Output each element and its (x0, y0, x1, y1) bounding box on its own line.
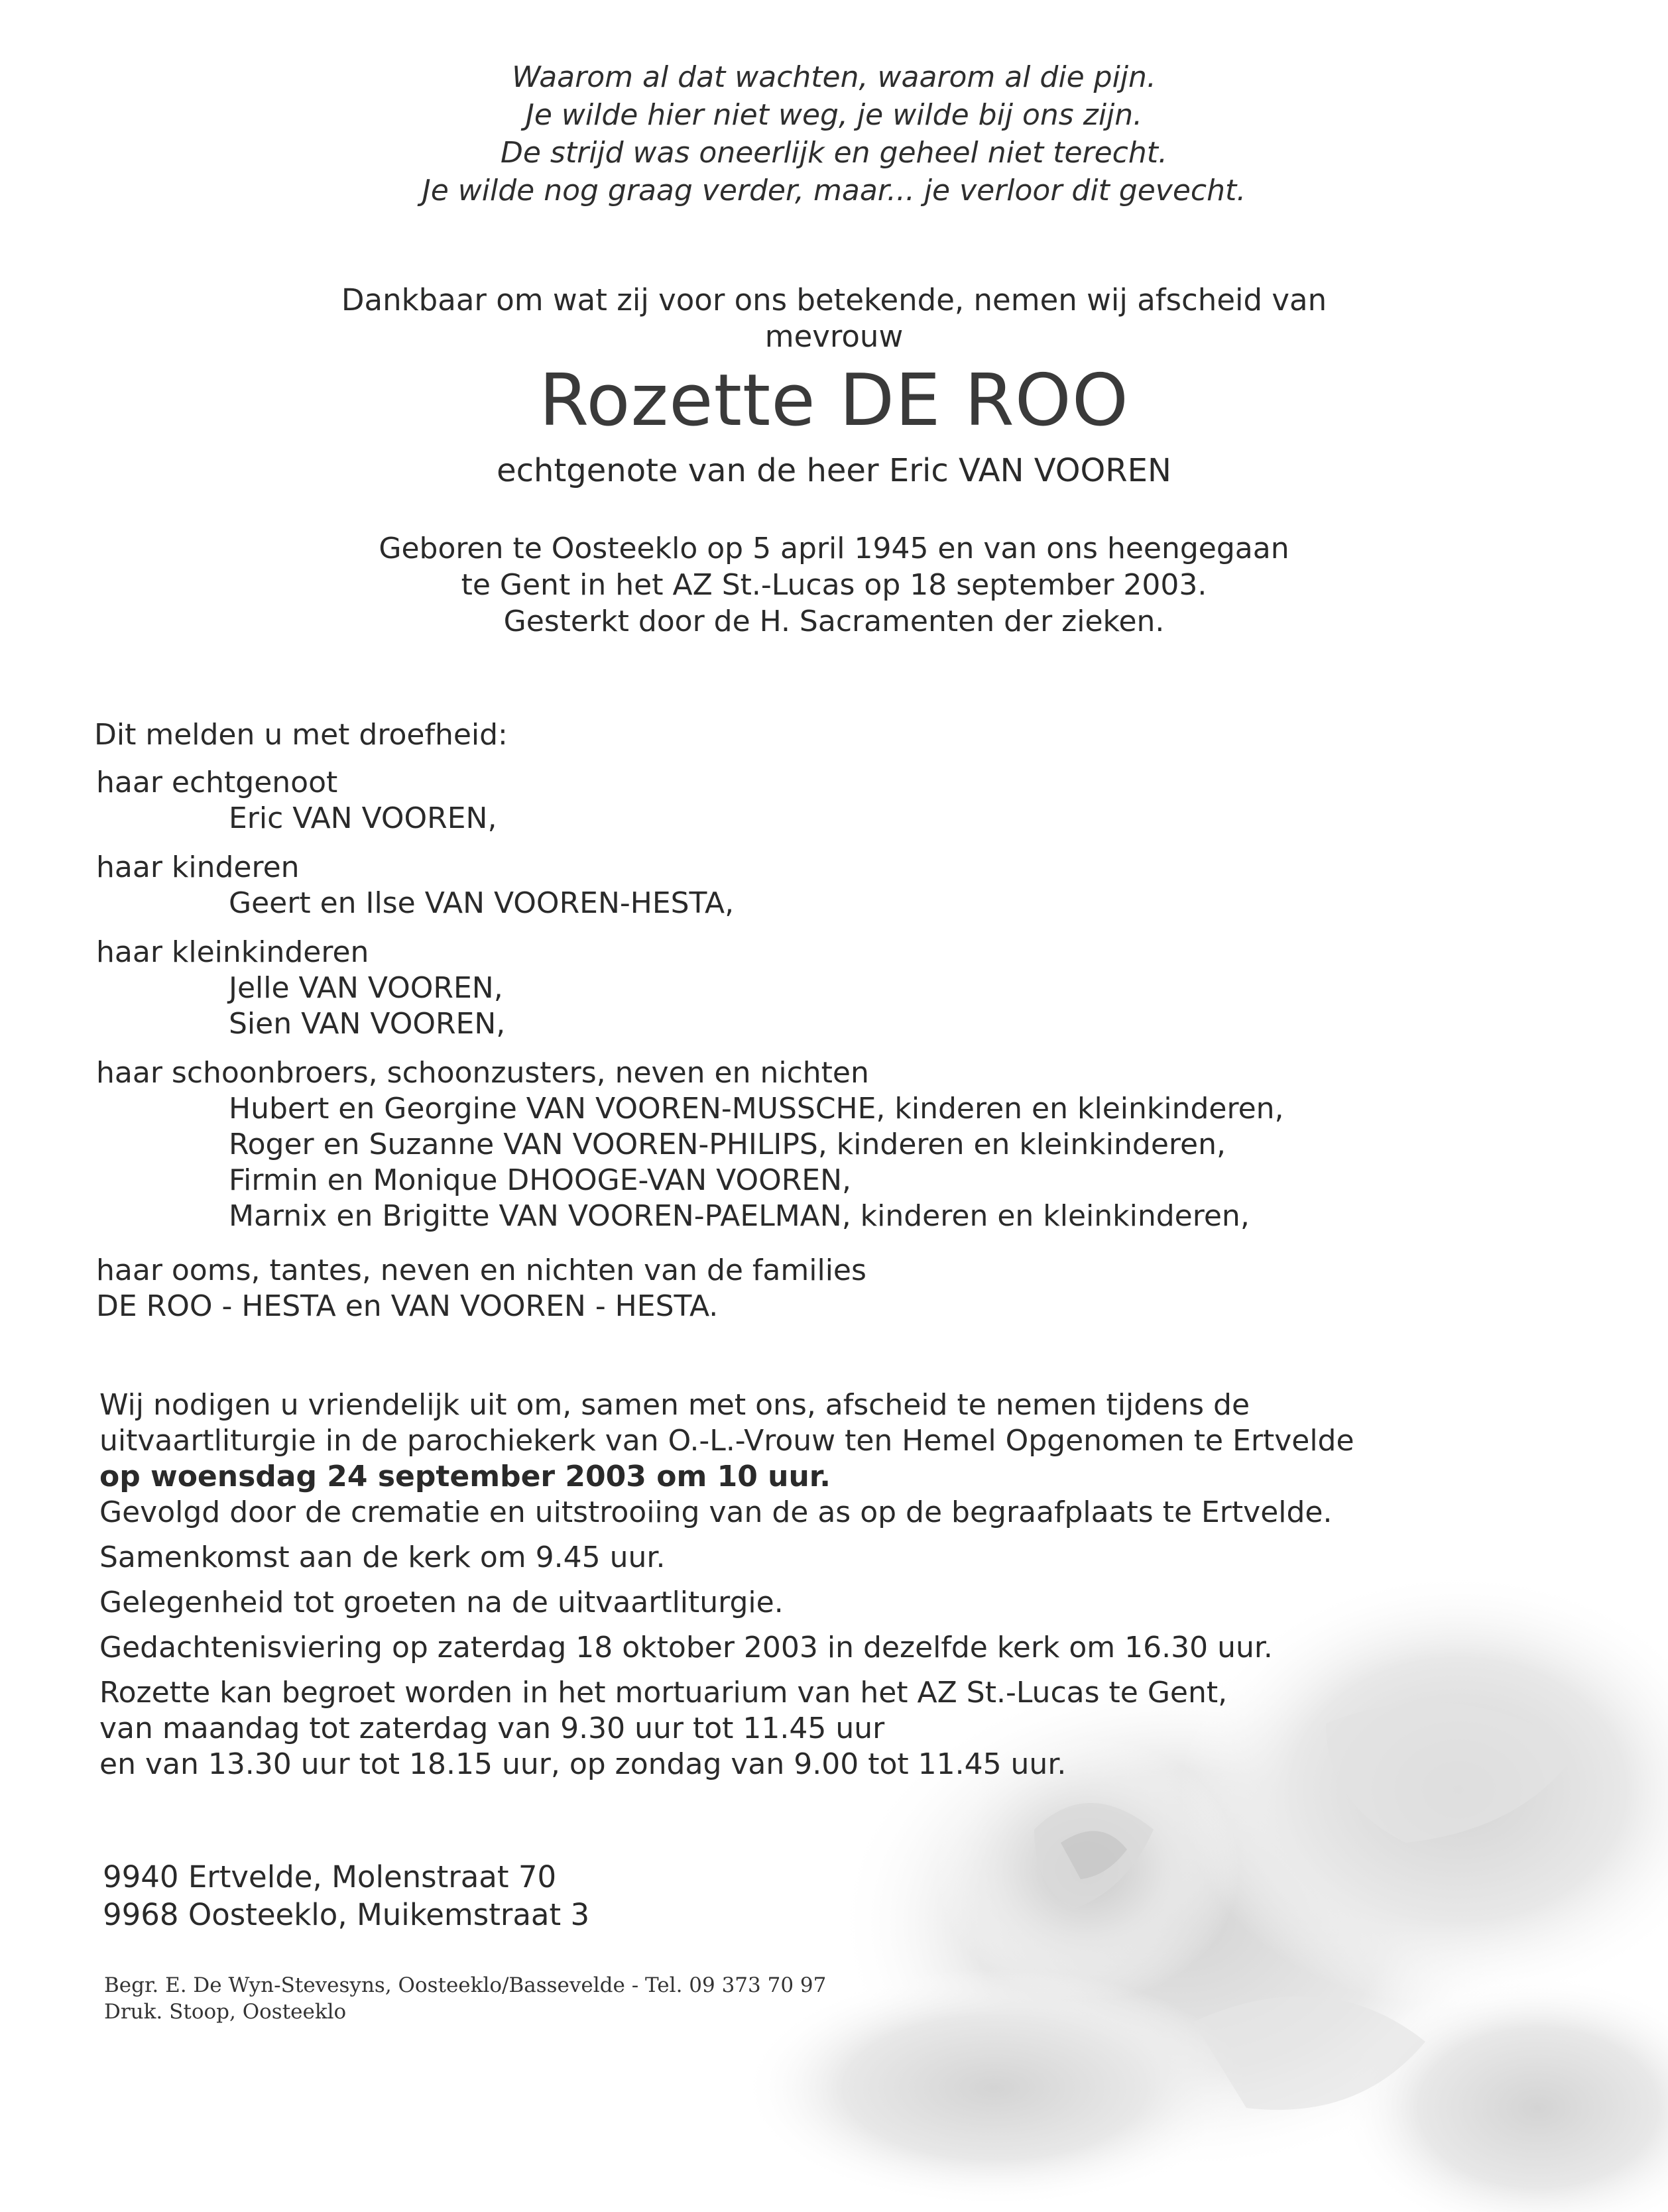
invite-line: Gevolgd door de crematie en uitstrooiing van de as op de begraafplaats te Ertvelde. (99, 1495, 1333, 1529)
relation-group (96, 765, 497, 837)
relation-label: haar kleinkinderen (96, 935, 369, 969)
birth-line: Geboren te Oosteeklo op 5 april 1945 en van ons heengegaan (379, 532, 1289, 565)
relation-label: haar schoonbroers, schoonzusters, neven en nichten (96, 1056, 869, 1090)
relation-members (96, 886, 734, 921)
visit-line: Rozette kan begroet worden in het mortuarium van het AZ St.-Lucas te Gent, (99, 1676, 1228, 1710)
relation-members (96, 970, 505, 1042)
memorial-service: Gedachtenisviering op zaterdag 18 oktober 2003 in dezelfde kerk om 16.30 uur. (99, 1631, 1273, 1664)
invite-line: Wij nodigen u vriendelijk uit om, samen met ons, afscheid te nemen tijdens de (99, 1388, 1250, 1422)
poem-line: Waarom al dat wachten, waarom al die pijn. (512, 60, 1156, 94)
family-names: DE ROO - HESTA en VAN VOOREN - HESTA. (96, 1289, 719, 1323)
relation-group (96, 850, 734, 921)
member-name: Eric VAN VOOREN, (229, 801, 497, 835)
intro-line: Dankbaar om wat zij voor ons betekende, nemen wij afscheid van (341, 282, 1327, 318)
intro-text (0, 282, 1668, 355)
footer-credits (104, 1972, 826, 2025)
relation-group (96, 1055, 1284, 1234)
funeral-invitation (99, 1387, 1354, 1782)
relation-label: haar echtgenoot (96, 766, 338, 799)
birth-line: te Gent in het AZ St.-Lucas op 18 september 2003. (461, 568, 1207, 602)
member-name: Roger en Suzanne VAN VOOREN-PHILIPS, kinderen en kleinkinderen, (229, 1128, 1226, 1161)
undertaker-line: Begr. E. De Wyn-Stevesyns, Oosteeklo/Bassevelde - Tel. 09 373 70 97 (104, 1973, 827, 1997)
member-name: Geert en Ilse VAN VOOREN-HESTA, (229, 886, 735, 920)
deceased-name: Rozette DE ROO (539, 359, 1129, 442)
address-line: 9968 Oosteeklo, Muikemstraat 3 (103, 1897, 590, 1932)
invite-line: uitvaartliturgie in de parochiekerk van O.-L.-Vrouw ten Hemel Opgenomen te Ertvelde (99, 1424, 1354, 1458)
relation-group (96, 935, 505, 1042)
announce-heading: Dit melden u met droefheid: (94, 718, 508, 752)
addresses (103, 1858, 589, 1934)
member-name: Firmin en Monique DHOOGE-VAN VOOREN, (229, 1163, 851, 1197)
birth-line: Gesterkt door de H. Sacramenten der zieken. (503, 605, 1165, 638)
birth-death-info (0, 530, 1668, 640)
member-name: Marnix en Brigitte VAN VOOREN-PAELMAN, kinderen en kleinkinderen, (229, 1199, 1250, 1233)
poem-line: Je wilde hier niet weg, je wilde bij ons zijn. (525, 98, 1143, 132)
funeral-date: op woensdag 24 september 2003 om 10 uur. (99, 1460, 831, 1493)
intro-line: mevrouw (764, 319, 904, 354)
poem-line: De strijd was oneerlijk en geheel niet terecht. (500, 136, 1167, 170)
address-line: 9940 Ertvelde, Molenstraat 70 (103, 1859, 557, 1894)
poem (0, 58, 1668, 209)
relation-members (96, 801, 497, 837)
meeting-time: Samenkomst aan de kerk om 9.45 uur. (99, 1541, 666, 1574)
member-name: Hubert en Georgine VAN VOOREN-MUSSCHE, kinderen en kleinkinderen, (229, 1092, 1284, 1126)
member-name: Jelle VAN VOOREN, (229, 971, 503, 1005)
relation-group (96, 1253, 866, 1324)
printer-line: Druk. Stoop, Oosteeklo (104, 2000, 347, 2024)
greeting-info: Gelegenheid tot groeten na de uitvaartliturgie. (99, 1586, 784, 1619)
relation-members (96, 1091, 1284, 1234)
member-name: Sien VAN VOOREN, (229, 1007, 506, 1041)
visit-line: van maandag tot zaterdag van 9.30 uur tot 11.45 uur (99, 1712, 885, 1745)
relation-label: haar kinderen (96, 850, 300, 884)
poem-line: Je wilde nog graag verder, maar... je verloor dit gevecht. (422, 174, 1246, 207)
relation-label: haar ooms, tantes, neven en nichten van de families (96, 1253, 866, 1287)
spouse-line: echtgenote van de heer Eric VAN VOOREN (497, 452, 1171, 489)
visit-line: en van 13.30 uur tot 18.15 uur, op zondag van 9.00 tot 11.45 uur. (99, 1747, 1067, 1781)
